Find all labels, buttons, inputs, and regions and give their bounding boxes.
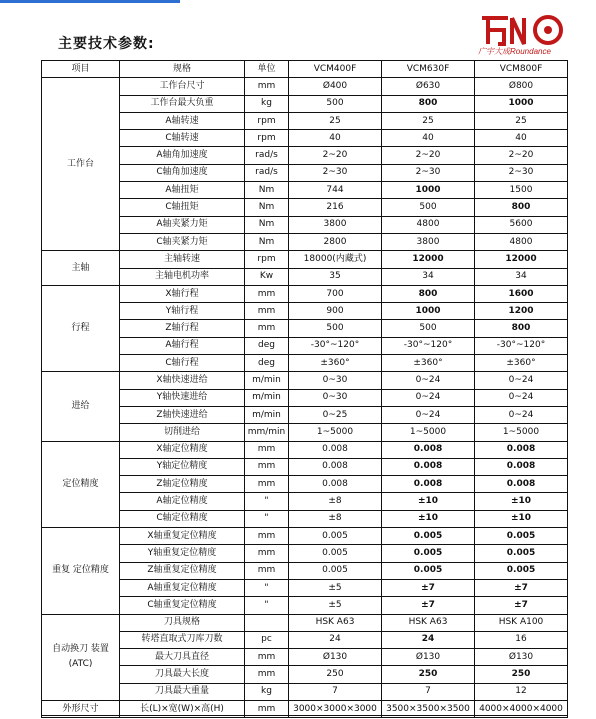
spec-cell: 刀具最大长度 [120,666,245,683]
table-row [42,303,568,320]
spec-cell: Z轴定位精度 [120,476,245,493]
value-cell: 1~5000 [382,424,475,441]
value-cell: Ø130 [475,649,568,666]
table-row [42,251,568,268]
spec-cell: C轴重复定位精度 [120,597,245,614]
table-row [42,406,568,423]
table-row [42,476,568,493]
value-cell: 0~24 [475,389,568,406]
table-row [42,355,568,372]
value-cell: 0.008 [289,476,382,493]
value-cell: 0.005 [289,528,382,545]
value-cell: ±5 [289,597,382,614]
spec-cell: A轴转速 [120,112,245,129]
value-cell: 0~24 [475,372,568,389]
value-cell: 12000 [382,251,475,268]
value-cell: 2~30 [475,164,568,181]
value-cell: 0~25 [289,406,382,423]
value-cell: 1200 [475,303,568,320]
value-cell: ±10 [382,493,475,510]
value-cell: 250 [382,666,475,683]
value-cell: ±10 [382,510,475,527]
value-cell: -30°~120° [382,337,475,354]
unit-cell: deg [245,355,289,372]
value-cell: 3800 [382,233,475,250]
unit-cell: " [245,493,289,510]
table-row [42,130,568,147]
column-header: 项目 [42,61,120,78]
value-cell: 3000×3000×3000 [289,700,382,717]
spec-cell: X轴重复定位精度 [120,528,245,545]
value-cell: 12 [475,683,568,700]
unit-cell: mm [245,320,289,337]
value-cell: 0.008 [382,458,475,475]
value-cell: 2~20 [475,147,568,164]
unit-cell: " [245,579,289,596]
value-cell: 34 [475,268,568,285]
value-cell: 900 [289,303,382,320]
table-row [42,268,568,285]
value-cell: ±10 [475,493,568,510]
value-cell: 0~24 [382,389,475,406]
spec-cell: C轴转速 [120,130,245,147]
value-cell: 7 [382,683,475,700]
value-cell: 0.005 [382,562,475,579]
unit-cell: " [245,597,289,614]
value-cell: HSK A100 [475,614,568,631]
value-cell: 500 [289,320,382,337]
value-cell: Ø630 [382,78,475,95]
value-cell: 500 [382,199,475,216]
unit-cell: rpm [245,112,289,129]
spec-cell: 主轴转速 [120,251,245,268]
category-cell: 重复 定位精度 [42,528,120,614]
spec-cell: 长(L)×宽(W)×高(H) [120,700,245,717]
unit-cell: mm [245,78,289,95]
value-cell: 0.008 [475,476,568,493]
unit-cell: m/min [245,372,289,389]
value-cell: Ø800 [475,78,568,95]
unit-cell: mm [245,303,289,320]
value-cell: -30°~120° [289,337,382,354]
value-cell: ±10 [475,510,568,527]
value-cell: 800 [475,199,568,216]
unit-cell: " [245,510,289,527]
unit-cell: Nm [245,182,289,199]
value-cell: ±7 [475,579,568,596]
spec-cell: X轴快速进给 [120,372,245,389]
spec-cell: C轴扭矩 [120,199,245,216]
value-cell: 1~5000 [289,424,382,441]
table-row [42,372,568,389]
category-cell: 工作台 [42,78,120,251]
table-row [42,528,568,545]
value-cell: 0.008 [475,458,568,475]
value-cell: Ø400 [289,78,382,95]
value-cell: ±360° [475,355,568,372]
spec-cell: Y轴定位精度 [120,458,245,475]
value-cell: 1600 [475,285,568,302]
value-cell: 0.008 [382,476,475,493]
spec-cell: Z轴重复定位精度 [120,562,245,579]
unit-cell: rpm [245,251,289,268]
value-cell: 2~30 [382,164,475,181]
value-cell: 800 [382,285,475,302]
category-cell: 外形尺寸 [42,700,120,717]
value-cell: 0~30 [289,389,382,406]
unit-cell: mm/min [245,424,289,441]
value-cell: 3800 [289,216,382,233]
spec-cell: C轴角加速度 [120,164,245,181]
value-cell: 3500×3500×3500 [382,700,475,717]
value-cell: 34 [382,268,475,285]
value-cell: 0.005 [382,545,475,562]
spec-cell: 主轴电机功率 [120,268,245,285]
unit-cell: mm [245,545,289,562]
value-cell: 16 [475,631,568,648]
value-cell: 250 [289,666,382,683]
value-cell: -30°~120° [475,337,568,354]
spec-table [41,60,568,718]
value-cell: Ø130 [382,649,475,666]
value-cell: 0.008 [475,441,568,458]
spec-cell: Y轴快速进给 [120,389,245,406]
value-cell: 18000(内藏式) [289,251,382,268]
spec-cell: A轴重复定位精度 [120,579,245,596]
value-cell: 0.008 [289,458,382,475]
value-cell: 0.005 [475,545,568,562]
table-row [42,579,568,596]
value-cell: 0~24 [475,406,568,423]
table-row [42,320,568,337]
unit-cell: mm [245,666,289,683]
value-cell: ±5 [289,579,382,596]
bottom-rule [41,715,567,716]
table-header-row [42,61,568,78]
table-row [42,510,568,527]
unit-cell: deg [245,337,289,354]
value-cell: 216 [289,199,382,216]
spec-cell: A轴角加速度 [120,147,245,164]
spec-cell: A轴定位精度 [120,493,245,510]
category-cell: 进给 [42,372,120,441]
table-row [42,666,568,683]
value-cell: 744 [289,182,382,199]
column-header: 单位 [245,61,289,78]
spec-cell: Z轴行程 [120,320,245,337]
value-cell: ±7 [382,597,475,614]
table-row [42,389,568,406]
unit-cell: mm [245,476,289,493]
value-cell: 0.005 [475,562,568,579]
value-cell: 12000 [475,251,568,268]
spec-cell: X轴定位精度 [120,441,245,458]
table-row [42,182,568,199]
unit-cell: Nm [245,216,289,233]
value-cell: 35 [289,268,382,285]
value-cell: 0.005 [289,562,382,579]
spec-cell: A轴夹紧力矩 [120,216,245,233]
table-row [42,164,568,181]
value-cell: 25 [475,112,568,129]
table-row [42,337,568,354]
table-row [42,545,568,562]
column-header: VCM800F [475,61,568,78]
value-cell: 1000 [475,95,568,112]
spec-cell: A轴行程 [120,337,245,354]
value-cell: 0.005 [382,528,475,545]
value-cell: 1~5000 [475,424,568,441]
value-cell: ±360° [289,355,382,372]
spec-cell: 转塔直取式刀库刀数 [120,631,245,648]
table-row [42,614,568,631]
spec-cell: 工作台最大负重 [120,95,245,112]
table-row [42,597,568,614]
value-cell: 250 [475,666,568,683]
value-cell: 0~24 [382,372,475,389]
value-cell: 0.005 [289,545,382,562]
unit-cell: rad/s [245,147,289,164]
value-cell: 40 [475,130,568,147]
spec-cell: 刀具规格 [120,614,245,631]
unit-cell [245,614,289,631]
value-cell: 1000 [382,182,475,199]
unit-cell: m/min [245,389,289,406]
value-cell: 24 [289,631,382,648]
value-cell: ±7 [475,597,568,614]
column-header: VCM400F [289,61,382,78]
column-header: 规格 [120,61,245,78]
unit-cell: pc [245,631,289,648]
spec-cell: X轴行程 [120,285,245,302]
value-cell: 0~24 [382,406,475,423]
unit-cell: rpm [245,130,289,147]
value-cell: 24 [382,631,475,648]
value-cell: ±8 [289,493,382,510]
value-cell: 500 [382,320,475,337]
unit-cell: mm [245,700,289,717]
table-row [42,233,568,250]
value-cell: 2~20 [382,147,475,164]
value-cell: 25 [382,112,475,129]
value-cell: ±8 [289,510,382,527]
value-cell: 4000×4000×4000 [475,700,568,717]
unit-cell: m/min [245,406,289,423]
unit-cell: Kw [245,268,289,285]
value-cell: 700 [289,285,382,302]
table-row [42,147,568,164]
value-cell: 7 [289,683,382,700]
category-cell: 自动换刀 装置(ATC) [42,614,120,700]
table-row [42,285,568,302]
value-cell: ±360° [382,355,475,372]
value-cell: 800 [475,320,568,337]
value-cell: 5600 [475,216,568,233]
value-cell: 2800 [289,233,382,250]
category-cell: 定位精度 [42,441,120,527]
value-cell: HSK A63 [289,614,382,631]
spec-cell: A轴扭矩 [120,182,245,199]
unit-cell: mm [245,562,289,579]
table-row [42,649,568,666]
value-cell: ±7 [382,579,475,596]
value-cell: 0.005 [475,528,568,545]
spec-cell: 最大刀具直径 [120,649,245,666]
value-cell: 40 [382,130,475,147]
table-row [42,199,568,216]
page-heading: 主要技术参数: [58,36,155,52]
unit-cell: mm [245,649,289,666]
category-cell: 行程 [42,285,120,371]
unit-cell: mm [245,458,289,475]
column-header: VCM630F [382,61,475,78]
unit-cell: kg [245,95,289,112]
spec-cell: 切削进给 [120,424,245,441]
unit-cell: kg [245,683,289,700]
value-cell: Ø130 [289,649,382,666]
table-row [42,441,568,458]
value-cell: 40 [289,130,382,147]
table-row [42,112,568,129]
top-accent-line [0,0,180,3]
table-row [42,562,568,579]
value-cell: 4800 [475,233,568,250]
unit-cell: Nm [245,233,289,250]
table-row [42,95,568,112]
table-row [42,216,568,233]
spec-cell: 刀具最大重量 [120,683,245,700]
unit-cell: mm [245,528,289,545]
unit-cell: mm [245,441,289,458]
table-row [42,78,568,95]
value-cell: 0.008 [289,441,382,458]
table-row [42,683,568,700]
value-cell: 1500 [475,182,568,199]
value-cell: 0~30 [289,372,382,389]
value-cell: 2~30 [289,164,382,181]
table-row [42,458,568,475]
spec-cell: Y轴行程 [120,303,245,320]
value-cell: 0.008 [382,441,475,458]
spec-cell: Z轴快速进给 [120,406,245,423]
value-cell: 2~20 [289,147,382,164]
spec-cell: C轴行程 [120,355,245,372]
value-cell: 25 [289,112,382,129]
value-cell: 800 [382,95,475,112]
unit-cell: mm [245,285,289,302]
value-cell: 4800 [382,216,475,233]
value-cell: 1000 [382,303,475,320]
unit-cell: rad/s [245,164,289,181]
category-cell: 主轴 [42,251,120,286]
spec-cell: C轴定位精度 [120,510,245,527]
spec-cell: 工作台尺寸 [120,78,245,95]
value-cell: 500 [289,95,382,112]
unit-cell: Nm [245,199,289,216]
spec-cell: Y轴重复定位精度 [120,545,245,562]
table-row [42,493,568,510]
spec-cell: C轴夹紧力矩 [120,233,245,250]
table-row [42,424,568,441]
value-cell: HSK A63 [382,614,475,631]
logo-tagline: 广宇大成Roundance [478,47,551,56]
table-row [42,631,568,648]
